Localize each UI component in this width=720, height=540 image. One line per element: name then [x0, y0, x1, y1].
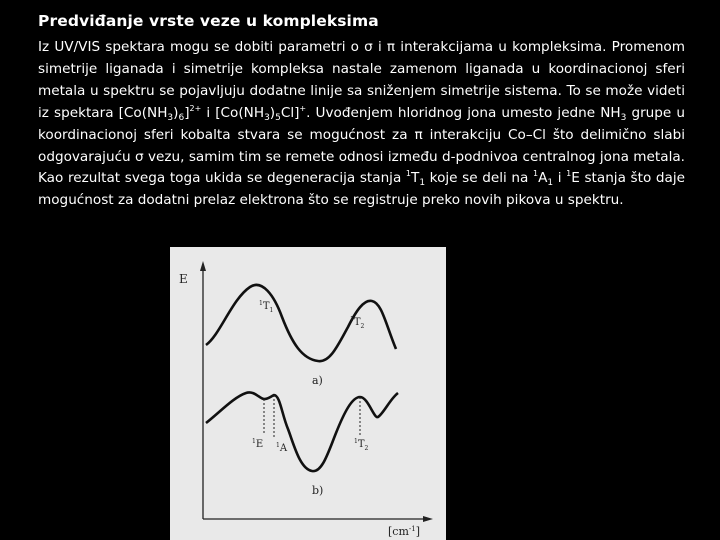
y-axis-arrow: [200, 261, 206, 271]
x-axis-label: $[cm^{-1}]$: [388, 525, 421, 538]
spectrum-diagram: [170, 247, 446, 540]
spectrum-b-label: b): [312, 484, 324, 497]
spectrum-figure: [170, 247, 446, 540]
peak-label-1t1-a: $^1T_1$: [259, 300, 274, 314]
peak-label-1t2-b: $^1T_2$: [354, 438, 369, 452]
peak-label-1a: $^1$A: [276, 442, 288, 454]
slide-paragraph: Iz UV/VIS spektara mogu se dobiti parametri o σ i π interakcijama u kompleksima. Promenom simetrije liganada i simetrije kompleksa nastale zamenom liganada u koordinacionoj sferi metala u spektru se pojavljuju dodatne linije sa sniženjem simetrije sistema. To se može videti iz spektara $[Co(NH_3)_6]^{2+}$ i $[Co(NH_3)_5Cl]^+$. Uvođenjem hloridnog jona umesto jedne $NH_3$ grupe u koordinacionoj sferi kobalta stvara se mogućnost za π interakciju Co–Cl što delimično slabi odgovarajuću σ vezu, samim tim se remete odnosi između d-podnivoa centralnog jona metala. Kao rezultat svega toga ukida se degeneracija stanja $^1T_1$ koje se deli na $^1A_1$ i $^1$E stanja što daje mogućnost za dodatni prelaz elektrona što se registruje preko novih pikova u spektru.: [38, 39, 685, 209]
spectrum-a-curve: [206, 285, 396, 361]
spectrum-b-curve: [206, 392, 398, 471]
peak-label-1t2-a: $^1T_2$: [350, 316, 365, 330]
y-axis-label: E: [179, 272, 188, 286]
spectrum-a-label: a): [312, 374, 323, 387]
peak-label-1e: $^1$E: [252, 438, 264, 450]
slide-title: Predviđanje vrste veze u kompleksima: [38, 12, 379, 30]
x-axis-arrow: [423, 516, 433, 522]
